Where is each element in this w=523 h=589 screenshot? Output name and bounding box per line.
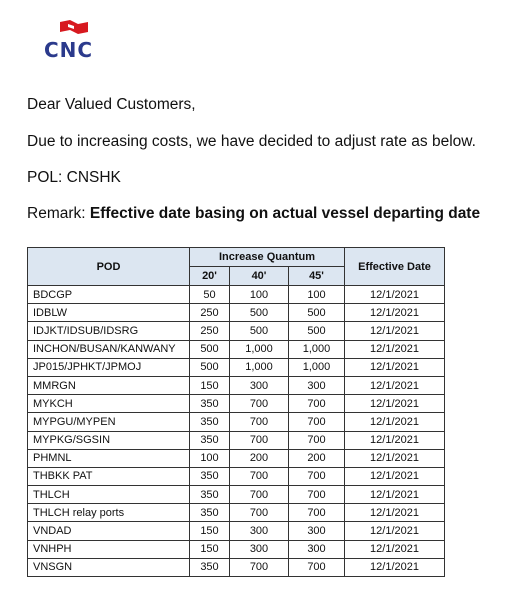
cell-pod: INCHON/BUSAN/KANWANY <box>28 340 190 358</box>
cell-20ft: 350 <box>190 486 230 504</box>
cell-20ft: 250 <box>190 304 230 322</box>
cell-40ft: 300 <box>230 522 289 540</box>
table-row <box>28 413 445 431</box>
cell-effective-date: 12/1/2021 <box>345 431 445 449</box>
table-body <box>28 286 445 577</box>
cell-20ft: 350 <box>190 504 230 522</box>
cell-45ft: 700 <box>289 395 345 413</box>
table-row <box>28 340 445 358</box>
cell-40ft: 300 <box>230 376 289 394</box>
cell-40ft: 1,000 <box>230 358 289 376</box>
cell-effective-date: 12/1/2021 <box>345 286 445 304</box>
cell-45ft: 1,000 <box>289 358 345 376</box>
cell-pod: PHMNL <box>28 449 190 467</box>
cell-effective-date: 12/1/2021 <box>345 304 445 322</box>
cell-40ft: 700 <box>230 504 289 522</box>
cell-20ft: 150 <box>190 540 230 558</box>
cell-effective-date: 12/1/2021 <box>345 413 445 431</box>
table-row <box>28 358 445 376</box>
table-row <box>28 304 445 322</box>
header-40ft: 40' <box>230 267 289 286</box>
company-logo <box>44 20 104 60</box>
cell-pod: VNSGN <box>28 558 190 576</box>
cell-40ft: 500 <box>230 304 289 322</box>
cell-40ft: 500 <box>230 322 289 340</box>
cell-45ft: 300 <box>289 376 345 394</box>
cell-pod: MMRGN <box>28 376 190 394</box>
table-row <box>28 486 445 504</box>
table-row <box>28 376 445 394</box>
cell-20ft: 150 <box>190 376 230 394</box>
cell-40ft: 1,000 <box>230 340 289 358</box>
cell-pod: BDCGP <box>28 286 190 304</box>
cell-effective-date: 12/1/2021 <box>345 358 445 376</box>
table-row <box>28 431 445 449</box>
cell-40ft: 200 <box>230 449 289 467</box>
cell-20ft: 500 <box>190 340 230 358</box>
remark-text: Effective date basing on actual vessel departing date <box>89 205 481 222</box>
cell-45ft: 500 <box>289 304 345 322</box>
cell-40ft: 700 <box>230 486 289 504</box>
remark <box>27 205 480 223</box>
cell-45ft: 300 <box>289 540 345 558</box>
cell-20ft: 350 <box>190 558 230 576</box>
cell-effective-date: 12/1/2021 <box>345 322 445 340</box>
cell-40ft: 700 <box>230 558 289 576</box>
cell-pod: MYPGU/MYPEN <box>28 413 190 431</box>
cell-45ft: 700 <box>289 558 345 576</box>
cell-pod: VNHPH <box>28 540 190 558</box>
logo-text: CNC <box>44 38 94 62</box>
cell-40ft: 700 <box>230 395 289 413</box>
greeting: Dear Valued Customers, <box>27 96 196 113</box>
cell-20ft: 350 <box>190 413 230 431</box>
header-45ft: 45' <box>289 267 345 286</box>
table-row <box>28 322 445 340</box>
cell-40ft: 700 <box>230 431 289 449</box>
cell-45ft: 700 <box>289 467 345 485</box>
cell-40ft: 300 <box>230 540 289 558</box>
pol-text: POL: CNSHK <box>27 169 121 186</box>
cell-effective-date: 12/1/2021 <box>345 504 445 522</box>
cell-effective-date: 12/1/2021 <box>345 395 445 413</box>
cell-45ft: 700 <box>289 486 345 504</box>
cell-20ft: 250 <box>190 322 230 340</box>
table-row <box>28 395 445 413</box>
header-increase-quantum: Increase Quantum <box>190 248 345 267</box>
cell-20ft: 500 <box>190 358 230 376</box>
cell-pod: IDBLW <box>28 304 190 322</box>
cell-20ft: 100 <box>190 449 230 467</box>
cell-effective-date: 12/1/2021 <box>345 340 445 358</box>
cell-45ft: 200 <box>289 449 345 467</box>
table-row <box>28 467 445 485</box>
cell-20ft: 350 <box>190 467 230 485</box>
cell-effective-date: 12/1/2021 <box>345 486 445 504</box>
cell-effective-date: 12/1/2021 <box>345 558 445 576</box>
cell-20ft: 350 <box>190 395 230 413</box>
cell-40ft: 700 <box>230 467 289 485</box>
table-row <box>28 558 445 576</box>
cell-effective-date: 12/1/2021 <box>345 376 445 394</box>
cell-pod: IDJKT/IDSUB/IDSRG <box>28 322 190 340</box>
cell-45ft: 700 <box>289 413 345 431</box>
table-row <box>28 504 445 522</box>
table-row <box>28 449 445 467</box>
cell-45ft: 700 <box>289 431 345 449</box>
cell-pod: MYPKG/SGSIN <box>28 431 190 449</box>
cell-effective-date: 12/1/2021 <box>345 522 445 540</box>
cell-45ft: 700 <box>289 504 345 522</box>
cell-effective-date: 12/1/2021 <box>345 449 445 467</box>
remark-label: Remark: <box>27 205 86 222</box>
header-pod: POD <box>28 248 190 286</box>
cell-20ft: 350 <box>190 431 230 449</box>
header-effective-date: Effective Date <box>345 248 445 286</box>
table-row <box>28 540 445 558</box>
cell-pod: VNDAD <box>28 522 190 540</box>
intro-text: Due to increasing costs, we have decided to adjust rate as below. <box>27 133 476 150</box>
cell-40ft: 100 <box>230 286 289 304</box>
cell-20ft: 50 <box>190 286 230 304</box>
cell-45ft: 1,000 <box>289 340 345 358</box>
cell-pod: JP015/JPHKT/JPMOJ <box>28 358 190 376</box>
rate-table <box>27 247 445 577</box>
table-row <box>28 286 445 304</box>
cell-pod: THBKK PAT <box>28 467 190 485</box>
cell-pod: THLCH relay ports <box>28 504 190 522</box>
cell-effective-date: 12/1/2021 <box>345 540 445 558</box>
cell-40ft: 700 <box>230 413 289 431</box>
cell-45ft: 300 <box>289 522 345 540</box>
cell-45ft: 500 <box>289 322 345 340</box>
cell-20ft: 150 <box>190 522 230 540</box>
cell-pod: THLCH <box>28 486 190 504</box>
flag-icon <box>60 20 88 38</box>
cell-effective-date: 12/1/2021 <box>345 467 445 485</box>
cell-45ft: 100 <box>289 286 345 304</box>
header-20ft: 20' <box>190 267 230 286</box>
cell-pod: MYKCH <box>28 395 190 413</box>
table-row <box>28 522 445 540</box>
